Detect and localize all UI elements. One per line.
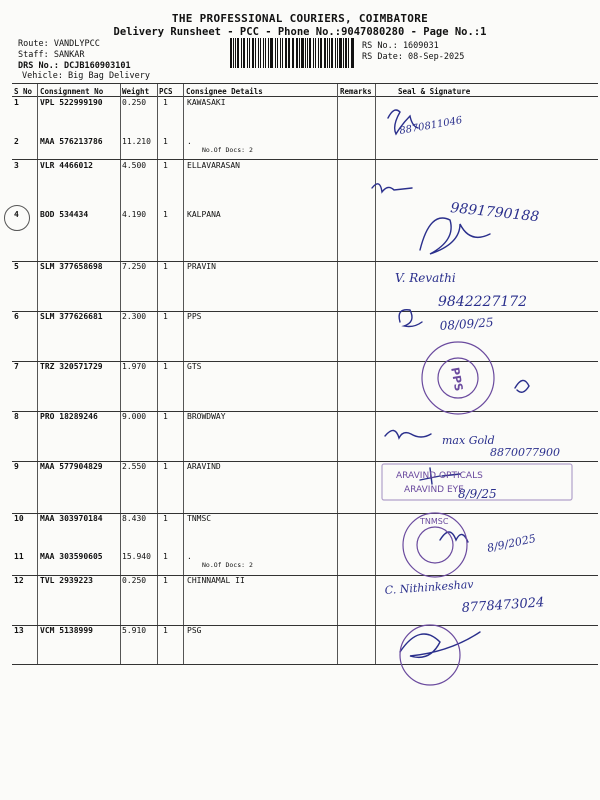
row-10-pcs: 1 xyxy=(163,514,168,523)
document-title: THE PROFESSIONAL COURIERS, COIMBATORE xyxy=(171,12,429,25)
col-header-weight: Weight xyxy=(122,87,150,96)
row-2-sno: 2 xyxy=(14,137,19,146)
row-8-wt: 9.000 xyxy=(122,412,147,421)
pps-stamp-text: PPS xyxy=(448,366,466,393)
rs-no-label: RS No.: 1609031 xyxy=(362,41,439,51)
row-3-wt: 4.500 xyxy=(122,161,147,170)
row-11-nodocs: No.Of Docs: 2 xyxy=(202,561,253,569)
col-header-remarks: Remarks xyxy=(340,87,372,96)
row-5-wt: 7.250 xyxy=(122,262,147,271)
row-12-wt: 0.250 xyxy=(122,576,147,585)
handwritten-phone-12: 8778473024 xyxy=(461,595,545,616)
handwritten-phone-1: 8870811046 xyxy=(398,115,464,137)
row-7-details: GTS xyxy=(187,362,202,371)
handwritten-phone-8: 8870077900 xyxy=(490,446,560,459)
row-3-cons: VLR 4466012 xyxy=(40,161,93,170)
row-3-sno: 3 xyxy=(14,161,19,170)
row-10-sno: 10 xyxy=(14,514,24,523)
col-header-sno: S No xyxy=(14,87,33,96)
row-11-cons: MAA 303590605 xyxy=(40,552,103,561)
signature-stroke xyxy=(372,184,412,192)
document-subtitle: Delivery Runsheet - PCC - Phone No.:9047080280 - Page No.:1 xyxy=(113,26,487,38)
row-10-details: TNMSC xyxy=(187,514,212,523)
row-13-details: PSG xyxy=(187,626,202,635)
signature-stroke xyxy=(440,532,468,542)
row-8-cons: PRO 18289246 xyxy=(40,412,98,421)
row-1-wt: 0.250 xyxy=(122,98,147,107)
row-11-sno: 11 xyxy=(14,552,24,561)
handwritten-name-8: max Gold xyxy=(442,434,495,447)
row-6-wt: 2.300 xyxy=(122,312,147,321)
row-6-cons: SLM 377626681 xyxy=(40,312,103,321)
col-header-pcs: PCS xyxy=(159,87,173,96)
signature-stroke xyxy=(420,218,490,254)
row-1-pcs: 1 xyxy=(163,98,168,107)
row-12-details: CHINNAMAL II xyxy=(187,576,245,585)
row-2-details: . xyxy=(187,137,192,146)
row13-stamp xyxy=(400,625,460,685)
row-4-details: KALPANA xyxy=(187,210,221,219)
row-11-details: . xyxy=(187,552,192,561)
route-label: Route: VANDLYPCC xyxy=(18,39,100,49)
row-1-details: KAWASAKI xyxy=(187,98,226,107)
row-2-wt: 11.210 xyxy=(122,137,151,146)
row-8-pcs: 1 xyxy=(163,412,168,421)
staff-label: Staff: SANKAR xyxy=(18,50,85,60)
row-2-cons: MAA 576213786 xyxy=(40,137,103,146)
vehicle-label: Vehicle: Big Bag Delivery xyxy=(22,71,150,81)
row-7-cons: TRZ 320571729 xyxy=(40,362,103,371)
row-12-sno: 12 xyxy=(14,576,24,585)
row-1-sno: 1 xyxy=(14,98,19,107)
row-6-details: PPS xyxy=(187,312,202,321)
handwritten-date-6: 08/09/25 xyxy=(439,315,494,333)
row-11-pcs: 1 xyxy=(163,552,168,561)
col-header-seal: Seal & Signature xyxy=(398,87,471,96)
row-9-pcs: 1 xyxy=(163,462,168,471)
row-5-cons: SLM 377658698 xyxy=(40,262,103,271)
row-5-details: PRAVIN xyxy=(187,262,216,271)
row-9-cons: MAA 577904829 xyxy=(40,462,103,471)
row-2-pcs: 1 xyxy=(163,137,168,146)
handwritten-name-12: C. Nithinkeshav xyxy=(384,577,474,597)
row-11-wt: 15.940 xyxy=(122,552,151,561)
col-header-consignment: Consignment No xyxy=(40,87,104,96)
row-9-details: ARAVIND xyxy=(187,462,221,471)
row-10-cons: MAA 303970184 xyxy=(40,514,103,523)
row-7-pcs: 1 xyxy=(163,362,168,371)
row-4-wt: 4.190 xyxy=(122,210,147,219)
handwritten-date-9: 8/9/25 xyxy=(458,487,497,501)
signature-stroke xyxy=(400,632,480,657)
row-10-wt: 8.430 xyxy=(122,514,147,523)
aravind-stamp-text-2: ARAVIND EYE xyxy=(404,485,464,495)
row-5-sno: 5 xyxy=(14,262,19,271)
aravind-stamp-text-1: ARAVIND OPTICALS xyxy=(396,471,483,481)
drs-label: DRS No.: DCJB160903101 xyxy=(18,61,131,71)
row-6-sno: 6 xyxy=(14,312,19,321)
row-4-sno: 4 xyxy=(14,210,19,219)
row-13-pcs: 1 xyxy=(163,626,168,635)
row-9-wt: 2.550 xyxy=(122,462,147,471)
handwritten-name-5: V. Revathi xyxy=(395,271,456,285)
handwritten-phone-3: 9891790188 xyxy=(449,200,540,226)
row-7-wt: 1.970 xyxy=(122,362,147,371)
row-7-sno: 7 xyxy=(14,362,19,371)
row-3-details: ELLAVARASAN xyxy=(187,161,240,170)
row-13-wt: 5.910 xyxy=(122,626,147,635)
row-12-pcs: 1 xyxy=(163,576,168,585)
row-2-nodocs: No.Of Docs: 2 xyxy=(202,146,253,154)
row-5-pcs: 1 xyxy=(163,262,168,271)
row-9-sno: 9 xyxy=(14,462,19,471)
col-header-details: Consignee Details xyxy=(186,87,263,96)
row-6-pcs: 1 xyxy=(163,312,168,321)
row-12-cons: TVL 2939223 xyxy=(40,576,93,585)
tnmsc-stamp-inner xyxy=(417,527,453,563)
row-8-sno: 8 xyxy=(14,412,19,421)
rs-date-label: RS Date: 08-Sep-2025 xyxy=(362,52,465,62)
signature-stroke xyxy=(399,310,422,327)
handwritten-phone-5: 9842227172 xyxy=(438,294,528,310)
row-13-sno: 13 xyxy=(14,626,24,635)
row-4-cons: BOD 534434 xyxy=(40,210,89,219)
signature-stroke xyxy=(385,430,431,438)
row-8-details: BROWDWAY xyxy=(187,412,226,421)
signature-stroke xyxy=(515,380,529,392)
row-3-pcs: 1 xyxy=(163,161,168,170)
tnmsc-stamp-text: TNMSC xyxy=(420,517,449,526)
handwritten-date-10: 8/9/2025 xyxy=(485,531,537,555)
row-13-cons: VCM 5138999 xyxy=(40,626,93,635)
row-4-pcs: 1 xyxy=(163,210,168,219)
row-1-cons: VPL 522999190 xyxy=(40,98,103,107)
